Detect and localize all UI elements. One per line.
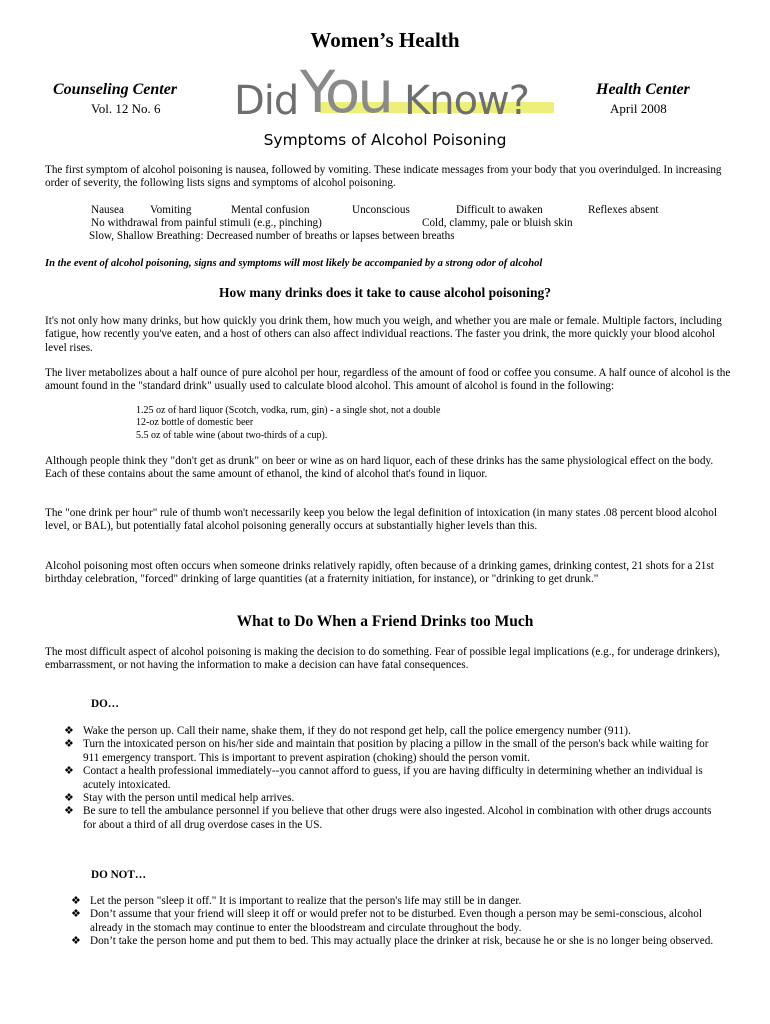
section-heading-how-many: How many drinks does it take to cause alcohol poisoning? [219,285,551,300]
symptoms-row-2 [91,217,731,230]
do-not-list [71,895,721,949]
do-not-item [71,895,721,908]
symptom-item: Reflexes absent [588,204,659,216]
paragraph-difficult-aspect: The most difficult aspect of alcohol poisoning is making the decision to do something. Fear of possible legal implications (e.g., for underage drinkers), embarrassment, or not having the information to make a decision can have fatal consequences. [45,646,720,672]
do-item [64,725,724,738]
do-label: DO… [91,698,119,710]
section-heading-symptoms: Symptoms of Alcohol Poisoning [263,131,507,149]
symptom-item: Nausea [91,204,124,216]
do-not-item [71,908,721,935]
diamond-bullet-icon: ❖ [64,765,74,778]
volume-number: Vol. 12 No. 6 [91,101,161,116]
do-not-label: DO NOT… [91,869,147,881]
diamond-bullet-icon: ❖ [71,908,81,921]
did-you-know-logo [230,62,560,124]
svg-text:Know?: Know? [404,78,529,124]
standard-drinks-list [136,405,440,442]
do-not-item [71,935,721,948]
do-item [64,805,724,832]
symptoms-row-3 [89,230,729,243]
left-org: Counseling Center [53,81,178,98]
do-item-text: Stay with the person until medical help arrives. [83,792,295,805]
do-item-text: Turn the intoxicated person on his/her side and maintain that position by placing a pillow in the small of the person's back while waiting for 911 emergency transport. This is important to prevent aspiration (choking) should the person vomit. [83,738,709,764]
do-list [64,725,724,832]
paragraph-one-drink-rule: The "one drink per hour" rule of thumb won't necessarily keep you below the legal definition of intoxication (in many states .08 percent blood alcohol level, or BAL), but potentially fatal alcohol poisoning generally occurs at substantially higher levels than this. [45,507,717,533]
do-item-text: Be sure to tell the ambulance personnel if you believe that other drugs were also ingested. Alcohol in combination with other drugs accounts for about a third of all drug overdose cases in the US. [83,805,712,831]
right-org: Health Center [596,81,690,98]
odor-warning: In the event of alcohol poisoning, signs and symptoms will most likely be accompanied by a strong odor of alcohol [45,258,543,269]
paragraph-rapid-drinking: Alcohol poisoning most often occurs when someone drinks relatively rapidly, often because of a drinking games, drinking contest, 21 shots for a 21st birthday celebration, "forced" drinking of large quantities (at a fraternity initiation, for instance), or "drinking to get drunk." [45,560,714,586]
symptom-item: Difficult to awaken [456,204,543,216]
symptom-item: Vomiting [150,204,192,216]
symptoms-row-1 [91,204,731,217]
svg-text:Did: Did [234,78,299,124]
logo-wordmark [230,62,560,124]
section-heading-what-to-do: What to Do When a Friend Drinks too Much [236,613,534,630]
do-item [64,738,724,765]
drink-item: 1.25 oz of hard liquor (Scotch, vodka, rum, gin) - a single shot, not a double [136,405,441,416]
diamond-bullet-icon: ❖ [64,725,74,737]
symptom-item: Mental confusion [231,204,310,216]
symptom-item: Cold, clammy, pale or bluish skin [422,217,573,229]
symptoms-intro: The first symptom of alcohol poisoning is nausea, followed by vomiting. These indicate messages from your body that you overindulged. In increasing order of severity, the following lists signs and symptoms of alcohol poisoning. [45,164,722,190]
do-item [64,765,724,792]
paragraph-factors: It's not only how many drinks, but how quickly you drink them, how much you weigh, and whether you are male or female. Multiple factors, including fatigue, how recently you've eaten, and a host of others can also affect individual reactions. The faster you drink, the more quickly your blood alcohol level rises. [45,315,722,354]
do-item-text: Wake the person up. Call their name, shake them, if they do not respond get help, call the police emergency number (911). [83,725,631,737]
drink-item: 5.5 oz of table wine (about two-thirds of a cup). [136,429,328,441]
do-not-item-text: Don’t take the person home and put them to bed. This may actually place the drinker at risk, because he or she is no longer being observed. [90,935,714,948]
do-item-text: Contact a health professional immediately--you cannot afford to guess, if you are having difficulty in determining whether an individual is acutely intoxicated. [83,765,703,791]
do-item [64,792,724,805]
symptom-item: Slow, Shallow Breathing: Decreased number of breaths or lapses between breaths [89,230,455,242]
diamond-bullet-icon: ❖ [64,805,74,818]
symptoms-list [91,204,731,243]
svg-text:You: You [300,62,391,124]
issue-date: April 2008 [610,101,667,116]
diamond-bullet-icon: ❖ [64,738,74,751]
symptom-item: Unconscious [352,204,410,216]
symptom-item: No withdrawal from painful stimuli (e.g., pinching) [91,217,322,229]
paragraph-liver: The liver metabolizes about a half ounce of pure alcohol per hour, regardless of the amount of food or coffee you consume. A half ounce of alcohol is the amount found in the "standard drink" usually used to calculate blood alcohol. This amount of alcohol is found in the following: [45,367,731,393]
paragraph-beer-wine: Although people think they "don't get as drunk" on beer or wine as on hard liquor, each of these drinks has the same physiological effect on the body. Each of these contains about the same amount of ethanol, the kind of alcohol that's found in liquor. [45,455,714,481]
newsletter-title: Women’s Health [310,28,460,52]
diamond-bullet-icon: ❖ [71,895,81,907]
diamond-bullet-icon: ❖ [71,935,81,948]
drink-item: 12-oz bottle of domestic beer [136,417,254,429]
do-not-item-text: Let the person "sleep it off." It is important to realize that the person's life may still be in danger. [90,895,522,907]
diamond-bullet-icon: ❖ [64,792,74,805]
do-not-item-text: Don’t assume that your friend will sleep it off or would prefer not to be disturbed. Even though a person may be semi-conscious, alcohol already in the stomach may continue to enter the bloodstream and circulate throughout the body. [90,908,702,934]
